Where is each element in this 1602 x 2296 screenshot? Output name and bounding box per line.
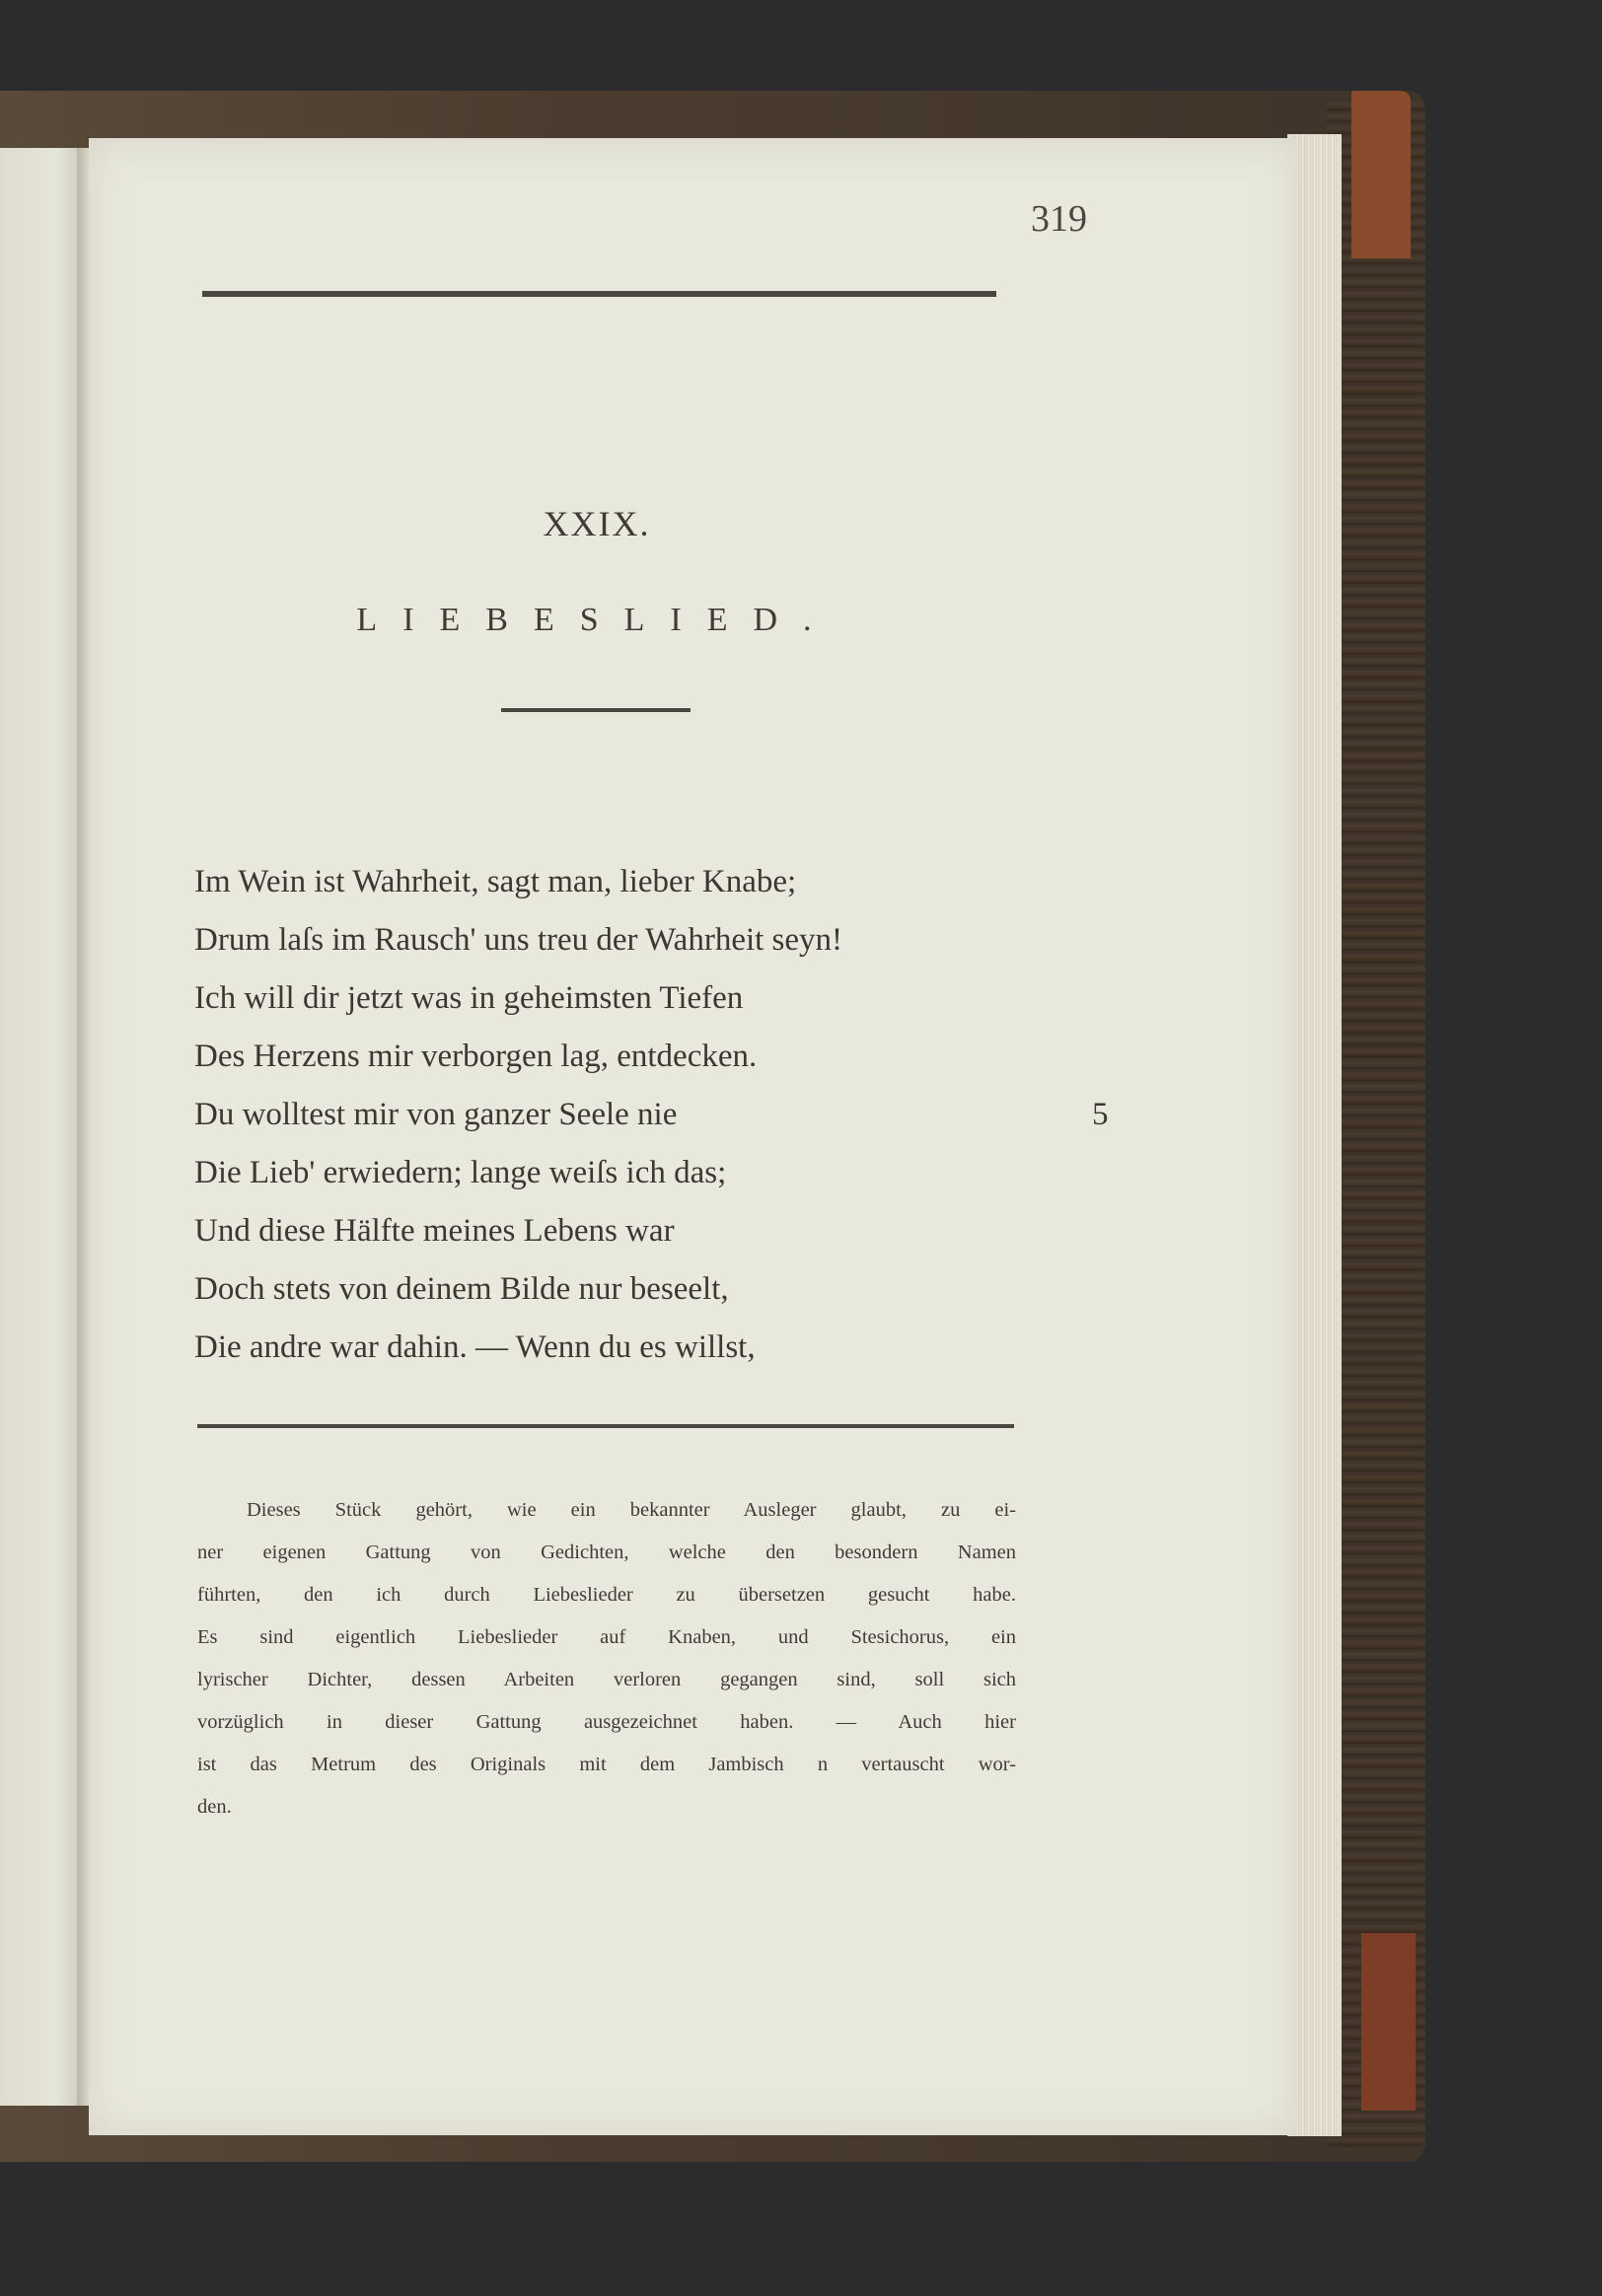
footnote-line: Dieses Stück gehört, wie ein bekannter Ausleger glaubt, zu ei- xyxy=(247,1499,1016,1521)
top-rule xyxy=(202,291,996,297)
footnote-line: ist das Metrum des Originals mit dem Jambisch n vertauscht wor- xyxy=(197,1754,1016,1775)
footnote-line: lyrischer Dichter, dessen Arbeiten verloren gegangen sind, soll sich xyxy=(197,1669,1016,1690)
page-number: 319 xyxy=(1031,198,1087,240)
footnote-line: Es sind eigentlich Liebeslieder auf Knaben, und Stesichorus, ein xyxy=(197,1626,1016,1648)
poem-line-text: Und diese Hälfte meines Lebens war xyxy=(194,1213,675,1249)
poem-line-text: Die andre war dahin. — Wenn du es willst, xyxy=(194,1329,756,1365)
footnote-line: den. xyxy=(197,1796,232,1818)
footnote-line: führten, den ich durch Liebeslieder zu übersetzen gesucht habe. xyxy=(197,1584,1016,1606)
poem-line xyxy=(194,1202,1112,1260)
footnote-line: vorzüglich in dieser Gattung ausgezeichnet haben. — Auch hier xyxy=(197,1711,1016,1733)
poem-line xyxy=(194,1028,1112,1086)
poem-title: LIEBESLIED. xyxy=(356,602,837,638)
poem-line xyxy=(194,1260,1112,1319)
footnote-line: ner eigenen Gattung von Gedichten, welche den besondern Namen xyxy=(197,1542,1016,1563)
line-number-marker: 5 xyxy=(1092,1097,1109,1132)
footnote xyxy=(197,1489,1016,1829)
poem-line-text: Drum laſs im Rausch' uns treu der Wahrheit seyn! xyxy=(194,922,843,958)
poem-line xyxy=(194,1319,1112,1377)
cover-corner-top xyxy=(1351,91,1411,258)
cover-corner-bottom xyxy=(1361,1933,1416,2111)
title-rule xyxy=(501,708,691,712)
poem-line-text: Du wolltest mir von ganzer Seele nie xyxy=(194,1097,678,1132)
left-page xyxy=(0,148,81,2106)
poem-line-text: Im Wein ist Wahrheit, sagt man, lieber Knabe; xyxy=(194,864,797,899)
right-page xyxy=(89,138,1297,2135)
poem-line-text: Die Lieb' erwiedern; lange weiſs ich das; xyxy=(194,1155,727,1190)
chapter-number: XXIX. xyxy=(543,504,651,543)
poem-line-text: Doch stets von deinem Bilde nur beseelt, xyxy=(194,1271,729,1307)
poem-line xyxy=(194,1086,1112,1144)
poem-line xyxy=(194,853,1112,911)
footnote-rule xyxy=(197,1424,1014,1428)
poem-line xyxy=(194,969,1112,1028)
poem xyxy=(194,853,1112,1377)
poem-line xyxy=(194,911,1112,969)
poem-line xyxy=(194,1144,1112,1202)
book-spine-edge xyxy=(1327,99,1425,2150)
poem-line-text: Des Herzens mir verborgen lag, entdecken. xyxy=(194,1039,758,1074)
poem-line-text: Ich will dir jetzt was in geheimsten Tiefen xyxy=(194,980,744,1016)
